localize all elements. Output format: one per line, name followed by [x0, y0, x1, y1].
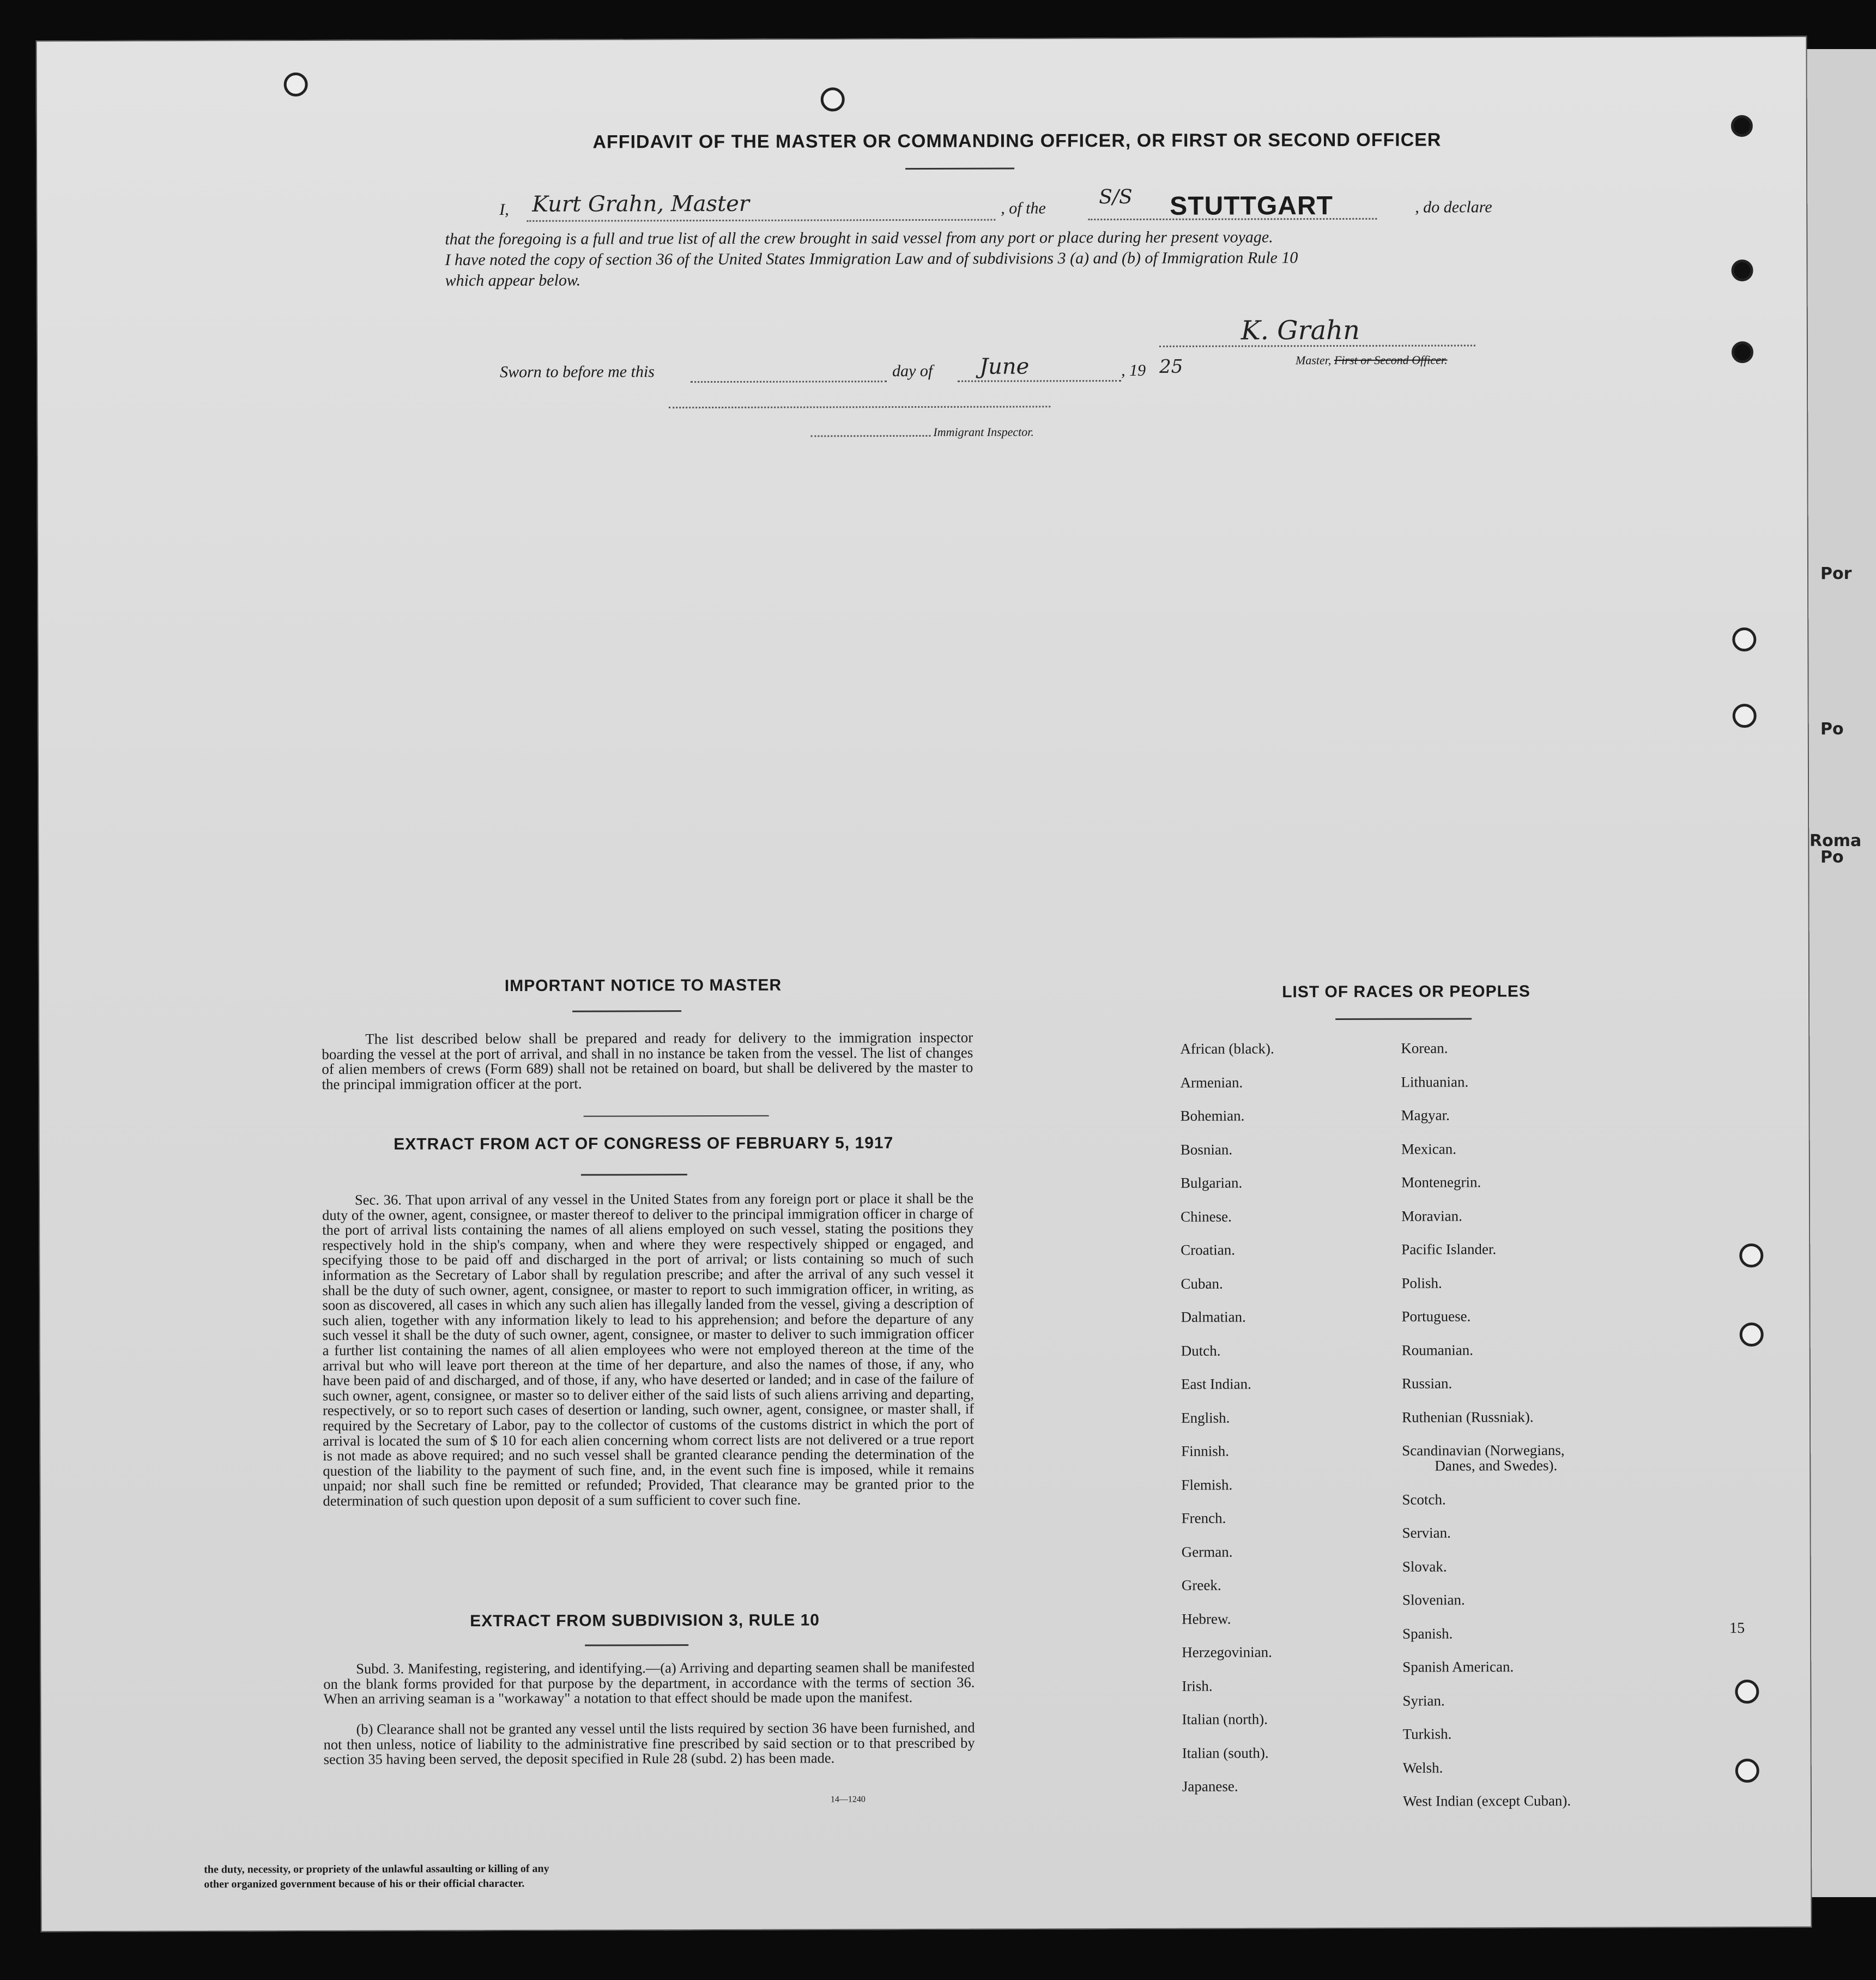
- race-item: Bosnian.: [1180, 1141, 1233, 1158]
- do-declare-text: , do declare: [1415, 198, 1492, 216]
- extract-rule-title: EXTRACT FROM SUBDIVISION 3, RULE 10: [470, 1611, 820, 1631]
- day-of-text: day of: [892, 361, 933, 381]
- master-signature: K. Grahn: [1240, 315, 1360, 346]
- declaration-line-4: which appear below.: [445, 271, 581, 290]
- race-item: Roumanian.: [1401, 1341, 1474, 1359]
- race-item: Bulgarian.: [1180, 1174, 1243, 1191]
- punch-hole: [1732, 259, 1753, 281]
- race-item: Mexican.: [1401, 1140, 1457, 1157]
- punch-hole: [1740, 1323, 1764, 1347]
- race-item: Korean.: [1401, 1040, 1448, 1057]
- race-item: Syrian.: [1402, 1692, 1445, 1709]
- extract-act-text: Sec. 36. That upon arrival of any vessel in the United States from any foreign port or place it shall be the duty of the owner, agent, consignee, or master thereof to deliver to the principal immigration officer in charge of the port of arrival lists containing the names of all aliens employed on such vessel, stating the positions they respectively hold in the ship's company, when and where they were respectively shipped or engaged, and specifying those to be paid off and discharged in the port of arrival; or lists containing so much of such information as the Secretary of Labor shall by regulation prescribe; and after the arrival of any such vessel it shall be the duty of such owner, agent, consignee, or master to report to such immigration officer, in writing, as soon as discovered, all cases in which any such alien has illegally landed from the vessel, giving a description of such alien, together with any information likely to lead to his apprehension; and before the departure of any such vessel it shall be the duty of such owner, agent, consignee, or master to deliver to such immigration officer a further list containing the names of all alien employees who were not employed thereon at the time of the arrival but who will leave port thereon at the time of her departure, and also the names of those, if any, who have been paid of and discharged, and of those, if any, who have deserted or landed; and in case of the failure of such owner, agent, consignee, or master so to deliver either of the said lists of such aliens arriving and departing, respectively, or so to report such cases of desertion or landing, such owner, agent, consignee, or master shall, if required by the Secretary of Labor, pay to the collector of customs of the customs district in which the port of arrival is located the sum of $ 10 for each alien concerning whom correct lists are not delivered or a true report is not made as above required; and no such vessel shall be granted clearance pending the determination of the question of the liability to the payment of such fine, and, in the event such fine is imposed, while it remains unpaid; nor shall such fine be remitted or refunded; Provided, That clearance may be granted prior to the determination of such question upon deposit of a sum sufficient to cover such fine.: [322, 1190, 975, 1509]
- race-item: Slovak.: [1402, 1558, 1447, 1575]
- extract-act-title: EXTRACT FROM ACT OF CONGRESS OF FEBRUARY 5, 1917: [394, 1134, 894, 1154]
- divider: [584, 1115, 769, 1117]
- race-item: Irish.: [1182, 1677, 1213, 1694]
- declaration-line-3: I have noted the copy of section 36 of the United States Immigration Law and of subdivisions 3 (a) and (b) of Immigration Rule 10: [445, 249, 1298, 269]
- sworn-year-prefix: , 19: [1121, 361, 1146, 380]
- race-item: Turkish.: [1402, 1725, 1452, 1742]
- race-item: Scotch.: [1402, 1490, 1446, 1508]
- race-item: Italian (south).: [1182, 1744, 1269, 1761]
- race-item: Spanish.: [1402, 1625, 1453, 1642]
- divider: [572, 1010, 681, 1012]
- race-item: French.: [1181, 1510, 1226, 1526]
- inspector-caption: Immigrant Inspector.: [933, 425, 1034, 439]
- race-item: Bohemian.: [1180, 1107, 1245, 1124]
- race-item: Italian (north).: [1182, 1711, 1268, 1728]
- bottom-fragment-text: other organized government because of his or their official character.: [204, 1877, 525, 1891]
- extract-rule-text-b: (b) Clearance shall not be granted any vessel until the lists required by section 36 have been furnished, and not then unless, notice of liability to the administrative fine prescribed by said section or to that prescribed by section 35 having been served, the deposit specified in Rule 28 (subd. 2) has been made.: [323, 1719, 975, 1768]
- punch-hole: [1735, 1759, 1759, 1783]
- form-number: 14—1240: [830, 1795, 866, 1804]
- race-item: Greek.: [1181, 1577, 1221, 1593]
- inspector-signature-line: [669, 406, 1050, 408]
- sworn-line: [500, 354, 1208, 388]
- declaration-line-2: that the foregoing is a full and true list of all the crew brought in said vessel from any port or place during her present voyage.: [445, 228, 1273, 249]
- signature-line: [1159, 345, 1475, 347]
- race-item: English.: [1181, 1409, 1230, 1426]
- extract-rule-text-a: Subd. 3. Manifesting, registering, and identifying.—(a) Arriving and departing seamen shall be manifested on the blank forms provided for that purpose by the department, in accordance with the terms of section 36. When an arriving seaman is a "workaway" a notation to that effect should be made upon the manifest.: [323, 1658, 975, 1707]
- master-name-line: [527, 219, 995, 222]
- race-item: Spanish American.: [1402, 1658, 1514, 1675]
- race-item: Chinese.: [1181, 1208, 1232, 1225]
- race-item: Scandinavian (Norwegians,: [1402, 1441, 1565, 1459]
- notice-text: The list described below shall be prepared and ready for delivery to the immigration inspector boarding the vessel at the port of arrival, and shall in no instance be taken from the vessel. The list of changes of alien members of crews (Form 689) shall not be retained on board, but shall be delivered by the master to the principal immigration officer at the port.: [322, 1029, 973, 1092]
- punch-hole: [1732, 341, 1753, 363]
- race-item: Pacific Islander.: [1401, 1241, 1497, 1258]
- affidavit-title: AFFIDAVIT OF THE MASTER OR COMMANDING OFFICER, OR FIRST OR SECOND OFFICER: [592, 129, 1442, 153]
- race-item: East Indian.: [1181, 1375, 1251, 1392]
- race-item: Magyar.: [1401, 1107, 1450, 1124]
- vessel-prefix-handwritten: S/S: [1099, 185, 1133, 209]
- race-item: Lithuanian.: [1401, 1073, 1469, 1090]
- race-item: Portuguese.: [1401, 1308, 1471, 1325]
- divider: [581, 1174, 687, 1176]
- race-item: Servian.: [1402, 1524, 1451, 1541]
- punch-hole: [1733, 704, 1757, 728]
- punch-hole: [821, 87, 845, 111]
- signature-caption-master: Master,: [1295, 353, 1332, 367]
- underlying-page-text: Roma: [1810, 831, 1862, 850]
- race-item: Croatian.: [1181, 1241, 1236, 1258]
- race-item: Finnish.: [1181, 1442, 1230, 1459]
- master-name-handwritten: Kurt Grahn, Master: [532, 191, 750, 217]
- race-item: African (black).: [1180, 1040, 1274, 1057]
- sworn-month-handwritten: June: [979, 354, 1030, 379]
- punch-hole: [1732, 627, 1756, 651]
- punch-hole: [1731, 115, 1753, 137]
- race-item: Japanese.: [1182, 1778, 1238, 1795]
- sworn-prefix: Sworn to before me this: [500, 363, 655, 382]
- inspector-caption-line: [810, 435, 930, 437]
- race-item: Ruthenian (Russniak).: [1402, 1408, 1534, 1426]
- race-item: Herzegovinian.: [1182, 1644, 1272, 1661]
- signature-caption: [1296, 353, 1448, 367]
- of-the-text: , of the: [1001, 199, 1046, 218]
- race-item: Hebrew.: [1182, 1610, 1231, 1627]
- vessel-name-stamp: STUTTGART: [1170, 191, 1333, 221]
- page-number: 15: [1729, 1620, 1745, 1637]
- race-item: Armenian.: [1180, 1073, 1243, 1091]
- punch-hole: [1735, 1680, 1759, 1704]
- sworn-year-handwritten: 25: [1159, 355, 1183, 378]
- notice-title: IMPORTANT NOTICE TO MASTER: [504, 976, 782, 995]
- race-item: Cuban.: [1181, 1275, 1223, 1292]
- race-item: Slovenian.: [1402, 1591, 1465, 1608]
- race-item: Danes, and Swedes).: [1435, 1457, 1558, 1474]
- race-item: Dutch.: [1181, 1342, 1221, 1359]
- sworn-day-line: [691, 381, 887, 383]
- race-item: Flemish.: [1181, 1476, 1233, 1493]
- underlying-page-text: Po: [1820, 720, 1844, 739]
- underlying-page-text: Po: [1820, 848, 1844, 867]
- signature-caption-struck: First or Second Officer.: [1334, 353, 1448, 367]
- divider: [1335, 1018, 1472, 1020]
- race-item: Dalmatian.: [1181, 1308, 1246, 1325]
- bottom-fragment-text: the duty, necessity, or propriety of the unlawful assaulting or killing of any: [204, 1862, 549, 1876]
- document-page: [35, 36, 1812, 1932]
- race-item: Polish.: [1401, 1275, 1442, 1291]
- declaration-body: [445, 226, 1617, 292]
- divider: [585, 1644, 688, 1646]
- race-item: West Indian (except Cuban).: [1402, 1792, 1571, 1809]
- sworn-month-line: [958, 380, 1121, 382]
- underlying-page-text: Por: [1820, 564, 1852, 583]
- declaration-prefix: I,: [499, 200, 509, 219]
- race-item: Moravian.: [1401, 1207, 1462, 1224]
- punch-hole: [284, 73, 308, 96]
- punch-hole: [1739, 1243, 1763, 1267]
- divider: [905, 168, 1014, 170]
- race-item: German.: [1181, 1543, 1233, 1560]
- declaration-line-1: [499, 185, 1617, 226]
- races-title: LIST OF RACES OR PEOPLES: [1282, 982, 1530, 1001]
- race-item: Montenegrin.: [1401, 1174, 1481, 1191]
- race-item: Welsh.: [1402, 1759, 1443, 1776]
- race-item: Russian.: [1401, 1375, 1453, 1392]
